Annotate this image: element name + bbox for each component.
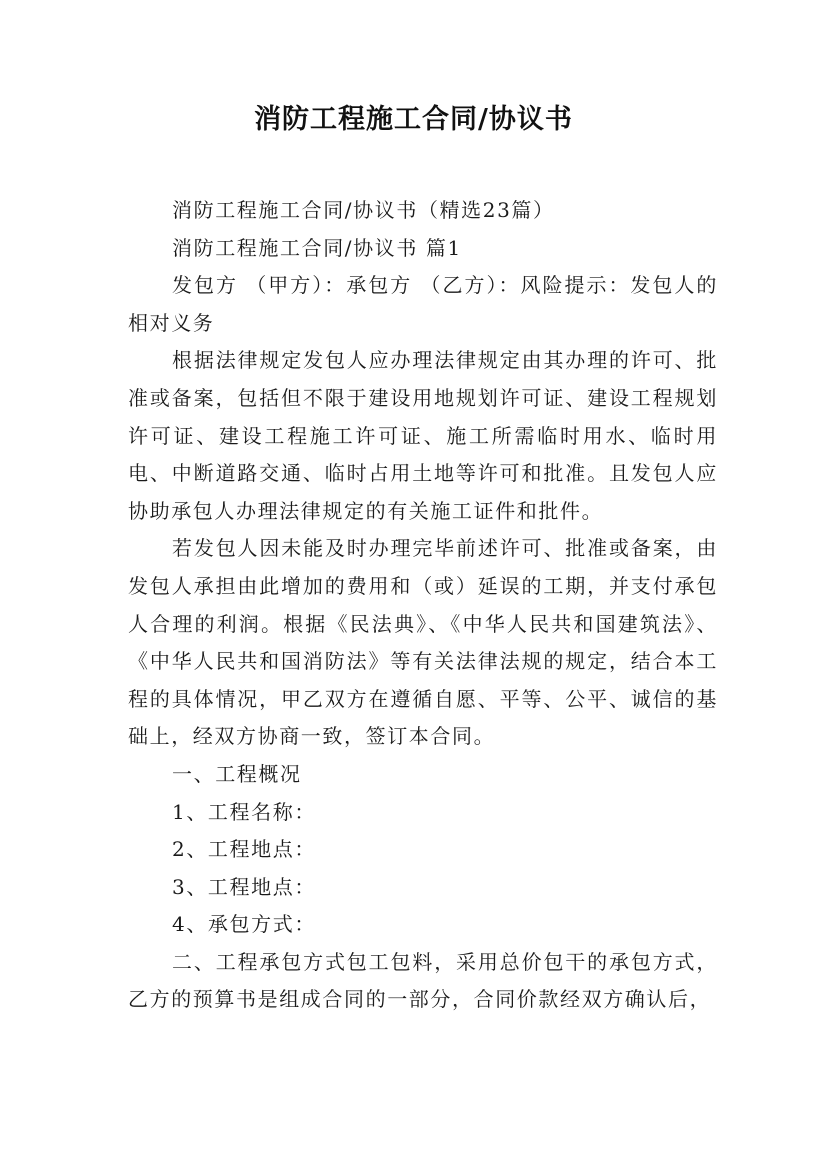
- paragraph-section-heading: 消防工程施工合同/协议书 篇1: [172, 235, 462, 260]
- paragraph-project-name: 1、工程名称：: [172, 799, 316, 824]
- paragraph-liability: 若发包人因未能及时办理完毕前述许可、批准或备案，由发包人承担由此增加的费用和（或）延误的工期，并支付承包人合理的利润。根据《民法典》、《中华人民共和国建筑法》、《中华人民共和国消防法》等有关法律法规的规定，结合本工程的具体情况，甲乙双方在遵循自愿、平等、公平、诚信的基础上，经双方协商一致，签订本合同。: [128, 536, 718, 749]
- paragraph-project-location-2: 3、工程地点：: [172, 874, 316, 899]
- paragraph-parties: 发包方 （甲方）：承包方 （乙方）：风险提示：发包人的相对义务: [128, 273, 718, 335]
- document-title: 消防工程施工合同/协议书: [254, 104, 573, 135]
- paragraph-collection-heading: 消防工程施工合同/协议书（精选23篇）: [172, 198, 555, 222]
- paragraph-contract-terms: 二、工程承包方式包工包料，采用总价包干的承包方式，乙方的预算书是组成合同的一部分，合同价款经双方确认后，: [128, 949, 718, 1012]
- paragraph-project-overview: 一、工程概况: [172, 761, 302, 786]
- paragraph-contract-method: 4、承包方式：: [172, 912, 316, 937]
- document-body: [128, 192, 718, 1019]
- paragraph-project-location: 2、工程地点：: [172, 837, 316, 862]
- paragraph-permits: 根据法律规定发包人应办理法律规定由其办理的许可、批准或备案，包括但不限于建设用地规划许可证、建设工程规划许可证、建设工程施工许可证、施工所需临时用水、临时用电、中断道路交通、临时占用土地等许可和批准。且发包人应协助承包人办理法律规定的有关施工证件和批件。: [128, 348, 718, 523]
